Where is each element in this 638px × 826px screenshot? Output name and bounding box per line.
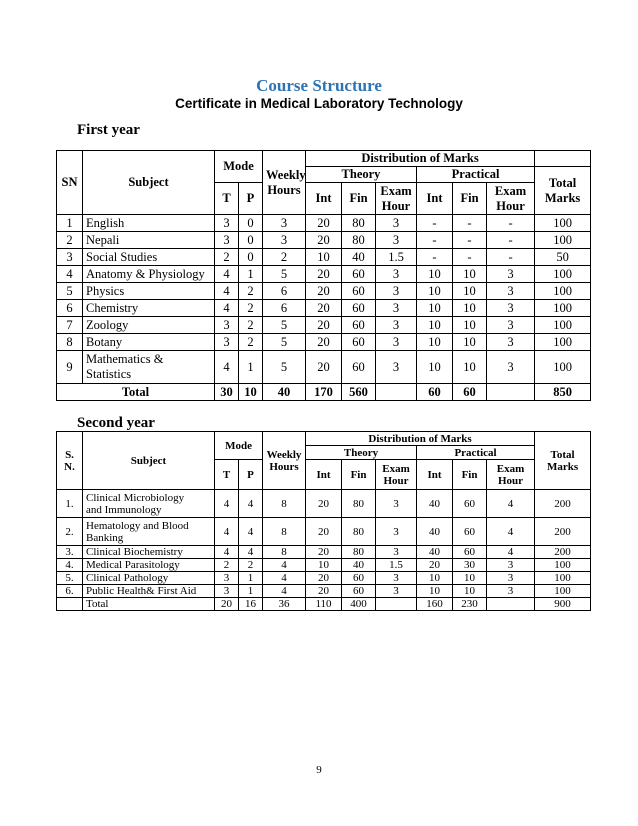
total-marks: 900	[535, 598, 591, 611]
cell-sn: 9	[57, 351, 83, 384]
table-row	[57, 249, 591, 266]
cell-theory-int: 20	[306, 283, 342, 300]
header-sn	[57, 432, 83, 490]
total-t: 20	[215, 598, 239, 611]
cell-total: 100	[535, 572, 591, 585]
cell-theory-exam: 3	[376, 266, 417, 283]
cell-sn: 6	[57, 300, 83, 317]
cell-subject	[83, 351, 215, 384]
header-exam: Exam	[380, 183, 412, 198]
header-theory: Theory	[306, 446, 417, 460]
subject-line: Mathematics &	[86, 352, 164, 366]
cell-theory-exam: 3	[376, 490, 417, 518]
header-hour: Hour	[381, 198, 411, 213]
table-row	[57, 351, 591, 384]
cell-theory-int: 20	[306, 232, 342, 249]
table-row	[57, 232, 591, 249]
header-sn: SN	[57, 151, 83, 215]
cell-p: 2	[239, 283, 263, 300]
cell-t: 4	[215, 283, 239, 300]
header-weekly: Weekly	[266, 167, 306, 182]
cell-practical-fin: 60	[453, 546, 487, 559]
cell-hours: 5	[263, 334, 306, 351]
page-title: Course Structure	[256, 76, 382, 95]
cell-theory-fin: 60	[342, 283, 376, 300]
header-practical-exam-hour	[487, 460, 535, 490]
header-subject: Subject	[83, 151, 215, 215]
cell-sn: 4.	[57, 559, 83, 572]
cell-t: 4	[215, 518, 239, 546]
header-marks: Marks	[544, 190, 581, 205]
total-theory-int: 110	[306, 598, 342, 611]
cell-t: 4	[215, 490, 239, 518]
header-hour: Hour	[383, 474, 409, 487]
total-hours: 36	[263, 598, 306, 611]
cell-theory-int: 20	[306, 334, 342, 351]
header-hour: Hour	[496, 198, 525, 213]
cell-theory-int: 20	[306, 572, 342, 585]
cell-theory-fin: 80	[342, 546, 376, 559]
cell-theory-fin: 60	[342, 572, 376, 585]
header-theory-exam-hour	[376, 183, 417, 215]
total-practical-exam	[487, 384, 535, 401]
cell-practical-exam: 3	[487, 283, 535, 300]
subject-line: Banking	[86, 531, 124, 544]
cell-practical-int: 20	[417, 559, 453, 572]
header-t: T	[215, 183, 239, 215]
header-exam: Exam	[496, 462, 525, 475]
total-practical-int: 160	[417, 598, 453, 611]
cell-theory-fin: 40	[342, 559, 376, 572]
first-year-table	[56, 150, 591, 401]
cell-hours: 3	[263, 232, 306, 249]
cell-subject: Nepali	[83, 232, 215, 249]
table-row	[57, 546, 591, 559]
header-practical-int: Int	[417, 183, 453, 215]
cell-t: 3	[215, 572, 239, 585]
cell-theory-int: 20	[306, 317, 342, 334]
cell-total: 100	[535, 334, 591, 351]
total-theory-fin: 560	[342, 384, 376, 401]
cell-theory-fin: 60	[342, 317, 376, 334]
header-hours: Hours	[269, 460, 299, 473]
cell-p: 0	[239, 249, 263, 266]
cell-theory-fin: 60	[342, 266, 376, 283]
header-theory-int: Int	[306, 460, 342, 490]
cell-total: 200	[535, 546, 591, 559]
cell-practical-exam: 3	[487, 585, 535, 598]
cell-theory-int: 20	[306, 518, 342, 546]
header-p: P	[239, 183, 263, 215]
header-distribution: Distribution of Marks	[306, 432, 535, 446]
total-practical-exam	[487, 598, 535, 611]
cell-hours: 4	[263, 572, 306, 585]
cell-sn: 7	[57, 317, 83, 334]
header-p: P	[239, 460, 263, 490]
header-weekly: Weekly	[266, 448, 302, 461]
cell-practical-exam: 3	[487, 317, 535, 334]
second-year-heading: Second year	[77, 415, 155, 431]
total-sn	[57, 598, 83, 611]
cell-theory-fin: 60	[342, 585, 376, 598]
header-practical: Practical	[417, 167, 535, 183]
total-label: Total	[83, 598, 215, 611]
cell-theory-exam: 3	[376, 283, 417, 300]
cell-subject: Clinical Pathology	[83, 572, 215, 585]
cell-theory-fin: 60	[342, 351, 376, 384]
cell-sn: 4	[57, 266, 83, 283]
cell-practical-int: 10	[417, 334, 453, 351]
header-theory-fin: Fin	[342, 183, 376, 215]
header-blank	[535, 151, 591, 167]
cell-total: 200	[535, 490, 591, 518]
cell-theory-int: 10	[306, 249, 342, 266]
cell-practical-int: -	[417, 215, 453, 232]
header-mode: Mode	[215, 432, 263, 460]
header-hour: Hour	[498, 474, 524, 487]
cell-practical-fin: 60	[453, 518, 487, 546]
total-t: 30	[215, 384, 239, 401]
header-hours: Hours	[267, 182, 301, 197]
header-sn-line: S.	[65, 448, 74, 461]
cell-theory-int: 10	[306, 559, 342, 572]
table-row	[57, 334, 591, 351]
subject-line: Statistics	[86, 367, 132, 381]
cell-hours: 8	[263, 546, 306, 559]
cell-practical-int: 40	[417, 546, 453, 559]
cell-t: 2	[215, 559, 239, 572]
cell-practical-int: 10	[417, 266, 453, 283]
cell-p: 4	[239, 518, 263, 546]
cell-theory-int: 20	[306, 215, 342, 232]
cell-theory-int: 20	[306, 490, 342, 518]
total-practical-fin: 230	[453, 598, 487, 611]
header-practical-fin: Fin	[453, 460, 487, 490]
cell-practical-fin: -	[453, 215, 487, 232]
cell-subject: Clinical Biochemistry	[83, 546, 215, 559]
cell-practical-fin: 10	[453, 300, 487, 317]
table-row	[57, 300, 591, 317]
cell-hours: 5	[263, 266, 306, 283]
cell-hours: 2	[263, 249, 306, 266]
header-weekly-hours	[263, 151, 306, 215]
header-total-marks	[535, 432, 591, 490]
cell-practical-exam: 4	[487, 518, 535, 546]
cell-total: 100	[535, 283, 591, 300]
cell-theory-exam: 3	[376, 351, 417, 384]
cell-theory-exam: 3	[376, 572, 417, 585]
header-theory-int: Int	[306, 183, 342, 215]
cell-practical-fin: 10	[453, 585, 487, 598]
cell-practical-fin: 10	[453, 351, 487, 384]
cell-practical-exam: 3	[487, 266, 535, 283]
cell-practical-int: 40	[417, 518, 453, 546]
cell-theory-fin: 60	[342, 300, 376, 317]
header-total: Total	[550, 448, 575, 461]
table-row	[57, 572, 591, 585]
cell-sn: 2	[57, 232, 83, 249]
cell-sn: 8	[57, 334, 83, 351]
header-subject: Subject	[83, 432, 215, 490]
cell-theory-fin: 80	[342, 215, 376, 232]
cell-practical-fin: 30	[453, 559, 487, 572]
subject-line: Clinical Microbiology	[86, 491, 185, 504]
cell-sn: 3.	[57, 546, 83, 559]
cell-t: 4	[215, 300, 239, 317]
cell-total: 100	[535, 317, 591, 334]
cell-total: 100	[535, 300, 591, 317]
total-theory-fin: 400	[342, 598, 376, 611]
cell-p: 4	[239, 546, 263, 559]
cell-p: 0	[239, 232, 263, 249]
total-label: Total	[57, 384, 215, 401]
cell-subject: Botany	[83, 334, 215, 351]
total-practical-fin: 60	[453, 384, 487, 401]
cell-subject: Social Studies	[83, 249, 215, 266]
cell-hours: 8	[263, 490, 306, 518]
cell-p: 2	[239, 334, 263, 351]
cell-practical-fin: 10	[453, 283, 487, 300]
cell-practical-int: 10	[417, 572, 453, 585]
header-practical-int: Int	[417, 460, 453, 490]
cell-theory-exam: 3	[376, 546, 417, 559]
table-row	[57, 283, 591, 300]
cell-theory-exam: 1.5	[376, 249, 417, 266]
cell-subject: Chemistry	[83, 300, 215, 317]
cell-theory-fin: 80	[342, 232, 376, 249]
cell-hours: 5	[263, 351, 306, 384]
header-practical-exam-hour	[487, 183, 535, 215]
cell-t: 3	[215, 215, 239, 232]
cell-t: 3	[215, 317, 239, 334]
cell-t: 3	[215, 585, 239, 598]
total-theory-exam	[376, 598, 417, 611]
cell-sn: 2.	[57, 518, 83, 546]
cell-t: 2	[215, 249, 239, 266]
cell-practical-int: 40	[417, 490, 453, 518]
cell-theory-fin: 80	[342, 518, 376, 546]
cell-practical-exam: -	[487, 232, 535, 249]
cell-p: 0	[239, 215, 263, 232]
cell-subject: Medical Parasitology	[83, 559, 215, 572]
cell-theory-exam: 3	[376, 334, 417, 351]
header-marks: Marks	[546, 460, 579, 473]
table-row	[57, 215, 591, 232]
cell-p: 1	[239, 572, 263, 585]
cell-subject: Anatomy & Physiology	[83, 266, 215, 283]
cell-practical-int: -	[417, 232, 453, 249]
cell-sn: 1.	[57, 490, 83, 518]
cell-practical-fin: 10	[453, 266, 487, 283]
cell-theory-exam: 3	[376, 585, 417, 598]
cell-practical-exam: 4	[487, 490, 535, 518]
total-theory-exam	[376, 384, 417, 401]
cell-practical-fin: 60	[453, 490, 487, 518]
cell-p: 4	[239, 490, 263, 518]
cell-hours: 3	[263, 215, 306, 232]
page-number: 9	[316, 764, 322, 776]
header-t: T	[215, 460, 239, 490]
cell-t: 3	[215, 334, 239, 351]
cell-total: 200	[535, 518, 591, 546]
total-theory-int: 170	[306, 384, 342, 401]
table-row	[57, 585, 591, 598]
cell-practical-int: -	[417, 249, 453, 266]
cell-theory-exam: 1.5	[376, 559, 417, 572]
table-row	[57, 266, 591, 283]
page-subtitle: Certificate in Medical Laboratory Technology	[175, 96, 463, 111]
cell-sn: 1	[57, 215, 83, 232]
header-theory-fin: Fin	[342, 460, 376, 490]
table-row	[57, 559, 591, 572]
cell-practical-exam: 3	[487, 559, 535, 572]
cell-theory-int: 20	[306, 266, 342, 283]
cell-practical-exam: -	[487, 249, 535, 266]
total-p: 16	[239, 598, 263, 611]
header-theory: Theory	[306, 167, 417, 183]
cell-total: 100	[535, 585, 591, 598]
cell-practical-int: 10	[417, 317, 453, 334]
second-year-table	[56, 431, 591, 611]
cell-theory-int: 20	[306, 585, 342, 598]
cell-hours: 6	[263, 300, 306, 317]
total-practical-int: 60	[417, 384, 453, 401]
total-marks: 850	[535, 384, 591, 401]
cell-t: 4	[215, 351, 239, 384]
total-p: 10	[239, 384, 263, 401]
cell-theory-fin: 80	[342, 490, 376, 518]
header-exam: Exam	[494, 183, 527, 198]
cell-t: 3	[215, 232, 239, 249]
header-exam: Exam	[382, 462, 410, 475]
cell-sn: 6.	[57, 585, 83, 598]
total-row	[57, 384, 591, 401]
cell-hours: 4	[263, 585, 306, 598]
cell-hours: 8	[263, 518, 306, 546]
header-total: Total	[548, 175, 577, 190]
cell-p: 2	[239, 559, 263, 572]
cell-theory-int: 20	[306, 546, 342, 559]
header-total-marks	[535, 167, 591, 215]
cell-theory-exam: 3	[376, 317, 417, 334]
cell-p: 2	[239, 317, 263, 334]
cell-t: 4	[215, 266, 239, 283]
cell-subject	[83, 518, 215, 546]
cell-hours: 6	[263, 283, 306, 300]
header-sn-line: N.	[64, 460, 75, 473]
cell-practical-fin: -	[453, 249, 487, 266]
cell-practical-exam: 3	[487, 572, 535, 585]
cell-subject: English	[83, 215, 215, 232]
cell-subject: Public Health& First Aid	[83, 585, 215, 598]
cell-sn: 5.	[57, 572, 83, 585]
cell-total: 100	[535, 215, 591, 232]
cell-theory-exam: 3	[376, 232, 417, 249]
cell-theory-fin: 60	[342, 334, 376, 351]
subject-line: and Immunology	[86, 503, 162, 516]
total-hours: 40	[263, 384, 306, 401]
subject-line: Hematology and Blood	[86, 519, 189, 532]
header-weekly-hours	[263, 432, 306, 490]
table-row	[57, 317, 591, 334]
cell-practical-exam: -	[487, 215, 535, 232]
cell-p: 2	[239, 300, 263, 317]
cell-practical-fin: 10	[453, 317, 487, 334]
cell-total: 50	[535, 249, 591, 266]
cell-subject	[83, 490, 215, 518]
cell-practical-int: 10	[417, 585, 453, 598]
cell-hours: 5	[263, 317, 306, 334]
cell-hours: 4	[263, 559, 306, 572]
cell-practical-fin: 10	[453, 334, 487, 351]
cell-total: 100	[535, 232, 591, 249]
header-practical: Practical	[417, 446, 535, 460]
cell-p: 1	[239, 351, 263, 384]
cell-practical-fin: 10	[453, 572, 487, 585]
cell-theory-int: 20	[306, 300, 342, 317]
cell-practical-exam: 4	[487, 546, 535, 559]
cell-p: 1	[239, 585, 263, 598]
cell-practical-fin: -	[453, 232, 487, 249]
header-theory-exam-hour	[376, 460, 417, 490]
cell-theory-int: 20	[306, 351, 342, 384]
first-year-heading: First year	[77, 122, 140, 138]
cell-total: 100	[535, 351, 591, 384]
cell-practical-int: 10	[417, 300, 453, 317]
cell-p: 1	[239, 266, 263, 283]
cell-theory-exam: 3	[376, 215, 417, 232]
cell-practical-exam: 3	[487, 351, 535, 384]
cell-practical-int: 10	[417, 283, 453, 300]
cell-subject: Zoology	[83, 317, 215, 334]
cell-theory-exam: 3	[376, 518, 417, 546]
cell-practical-exam: 3	[487, 300, 535, 317]
table-row	[57, 518, 591, 546]
cell-total: 100	[535, 559, 591, 572]
cell-theory-exam: 3	[376, 300, 417, 317]
header-mode: Mode	[215, 151, 263, 183]
cell-sn: 5	[57, 283, 83, 300]
cell-theory-fin: 40	[342, 249, 376, 266]
cell-total: 100	[535, 266, 591, 283]
total-row	[57, 598, 591, 611]
cell-practical-int: 10	[417, 351, 453, 384]
cell-t: 4	[215, 546, 239, 559]
cell-practical-exam: 3	[487, 334, 535, 351]
header-practical-fin: Fin	[453, 183, 487, 215]
table-row	[57, 490, 591, 518]
cell-subject: Physics	[83, 283, 215, 300]
header-distribution: Distribution of Marks	[306, 151, 535, 167]
cell-sn: 3	[57, 249, 83, 266]
